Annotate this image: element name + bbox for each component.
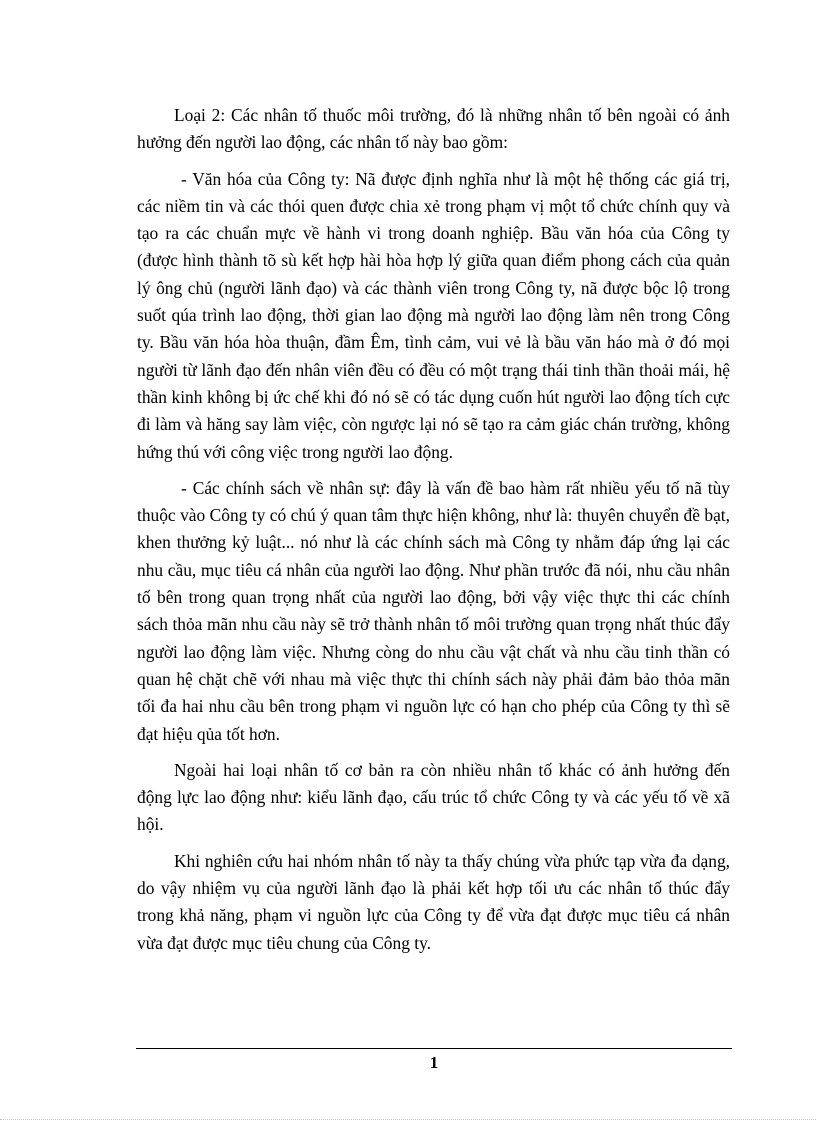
paragraph-conclusion: Khi nghiên cứu hai nhóm nhân tố này ta thấy chúng vừa phức tạp vừa đa dạng, do vậy nhiệm vụ của người lãnh đạo là phải kết hợp tối ưu các nhân tố thúc đẩy trong khả năng, phạm vi nguồn lực của Công ty để vừa đạt được mục tiêu cá nhân vừa đạt được mục tiêu chung của Công ty.	[137, 850, 730, 953]
paragraph-other-factors: Ngoài hai loại nhân tố cơ bản ra còn nhiều nhân tố khác có ảnh hưởng đến động lực lao động như: kiểu lãnh đạo, cấu trúc tổ chức Công ty và các yếu tố về xã hội.	[137, 759, 730, 835]
page-bottom-border	[0, 1119, 816, 1120]
footer-divider	[136, 1048, 732, 1049]
paragraph-personnel-policies: - Các chính sách về nhân sự: đây là vấn đề bao hàm rất nhiều yếu tố nã tùy thuộc vào Công ty có chú ý quan tâm thực hiện không, như là: thuyên chuyển đề bạt, khen thưởng kỷ luật... nó như là các chính sách mà Công ty nhằm đáp ứng lại các nhu cầu, mục tiêu cá nhân của người lao động. Như phần trước đã nói, nhu cầu nhân tố bên trong quan trọng nhất của người lao động, bởi vậy việc thực thi các chính sách thỏa mãn nhu cầu này sẽ trở thành nhân tố môi trường quan trọng nhất thúc đẩy người lao động làm việc. Nhưng còng do nhu cầu vật chất và nhu cầu tinh thần có quan hệ chặt chẽ với nhau mà việc thực thi chính sách này phải đảm bảo thỏa mãn tối đa hai nhu cầu bên trong phạm vi nguồn lực có hạn cho phép của Công ty thì sẽ đạt hiệu qủa tốt hơn.	[137, 477, 730, 744]
page-number: 1	[429, 1053, 439, 1072]
document-body	[137, 102, 730, 966]
paragraph-environment-factors: Loại 2: Các nhân tố thuốc môi trường, đó là những nhân tố bên ngoài có ảnh hưởng đến người lao động, các nhân tố này bao gồm:	[137, 105, 730, 153]
paragraph-company-culture: - Văn hóa của Công ty: Nã được định nghĩa như là một hệ thống các giá trị, các niềm tin và các thói quen được chia xẻ trong phạm vị một tổ chức chính quy và tạo ra các chuẩn mực về hành vi trong doanh nghiệp. Bầu văn hóa của Công ty (được hình thành tõ sù kết hợp hài hòa hợp lý giữa quan điểm phong cách của quản lý ông chủ (người lãnh đạo) và các thành viên trong Công ty, nã được bộc lộ trong suốt qúa trình lao động, thời gian lao động mà người lao động làm nên trong Công ty. Bầu văn hóa hòa thuận, đầm Êm, tình cảm, vui vẻ là bầu văn háo mà ở đó mọi người từ lãnh đạo đến nhân viên đều có đều có một trạng thái tinh thần thoải mái, hệ thần kinh không bị ức chế khi đó nó sẽ có tác dụng cuốn hút người lao động tích cực đi làm và hăng say làm việc, còn ngược lại nó sẽ tạo ra cảm giác chán trường, không hứng thú với công việc trong người lao động.	[137, 168, 730, 462]
